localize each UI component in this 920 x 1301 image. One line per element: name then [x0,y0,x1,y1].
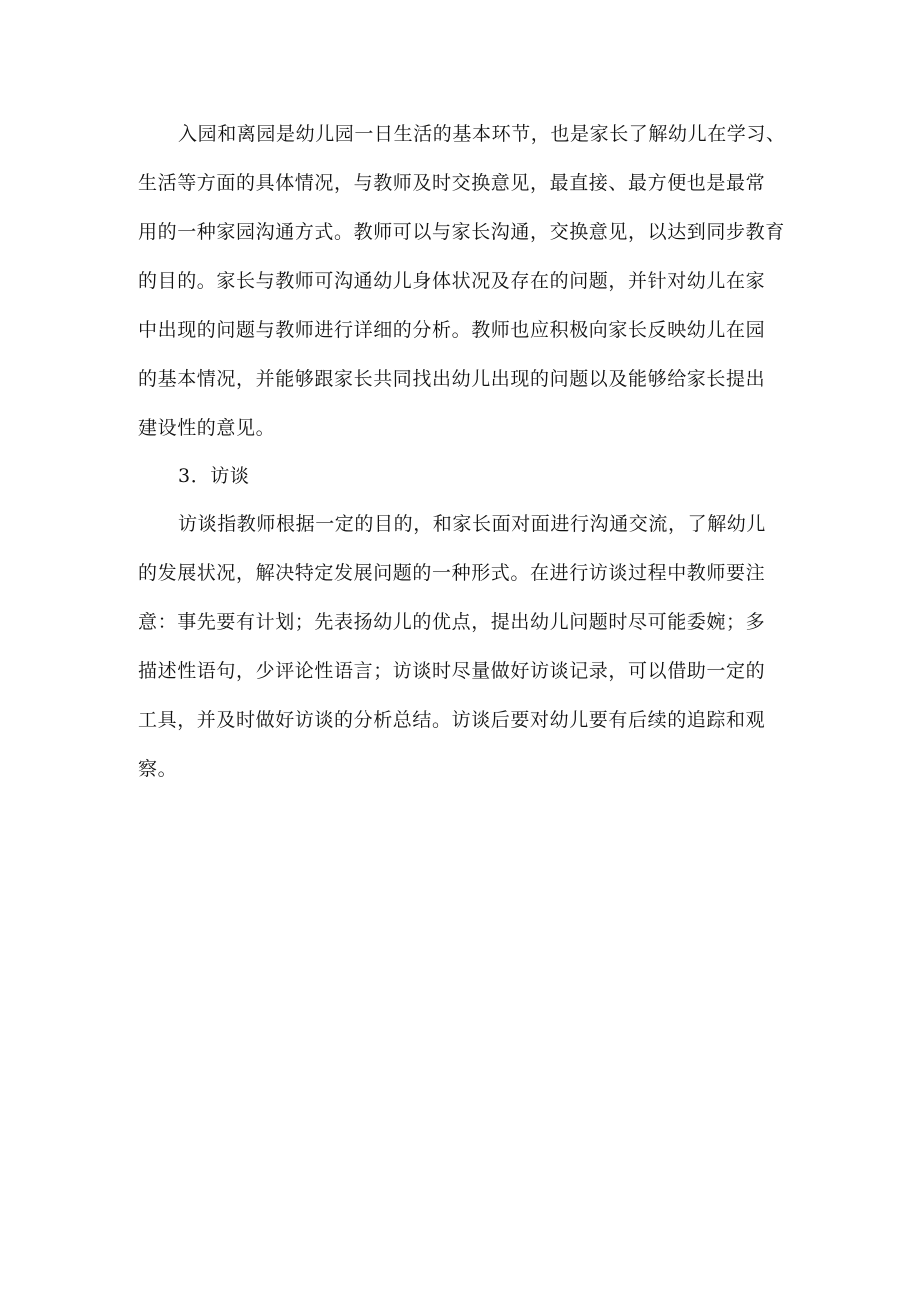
section-heading-interview [138,452,798,501]
paragraph-line: 工具，并及时做好访谈的分析总结。访谈后要对幼儿要有后续的追踪和观 [138,709,766,731]
paragraph-line: 的发展状况，解决特定发展问题的一种形式。在进行访谈过程中教师要注 [138,562,766,584]
paragraph-line: 访谈指教师根据一定的目的，和家长面对面进行沟通交流，了解幼儿 [178,513,767,535]
paragraph-line: 中出现的问题与教师进行详细的分析。教师也应积极向家长反映幼儿在园 [138,319,766,341]
paragraph-entry-departure [138,110,798,453]
paragraph-line: 意：事先要有计划；先表扬幼儿的优点，提出幼儿问题时尽可能委婉；多 [138,611,766,633]
paragraph-line: 的目的。家长与教师可沟通幼儿身体状况及存在的问题，并针对幼儿在家 [138,270,766,292]
paragraph-line: 建设性的意见。 [138,417,276,439]
section-heading: 3．访谈 [178,465,250,487]
paragraph-line: 的基本情况，并能够跟家长共同找出幼儿出现的问题以及能够给家长提出 [138,368,766,390]
paragraph-line: 入园和离园是幼儿园一日生活的基本环节，也是家长了解幼儿在学习、 [178,123,786,145]
paragraph-line: 描述性语句，少评论性语言；访谈时尽量做好访谈记录，可以借助一定的 [138,660,766,682]
paragraph-line: 生活等方面的具体情况，与教师及时交换意见，最直接、最方便也是最常 [138,172,766,194]
paragraph-line: 用的一种家园沟通方式。教师可以与家长沟通，交换意见，以达到同步教育 [138,221,785,243]
paragraph-line: 察。 [138,758,178,780]
paragraph-interview [138,500,798,794]
